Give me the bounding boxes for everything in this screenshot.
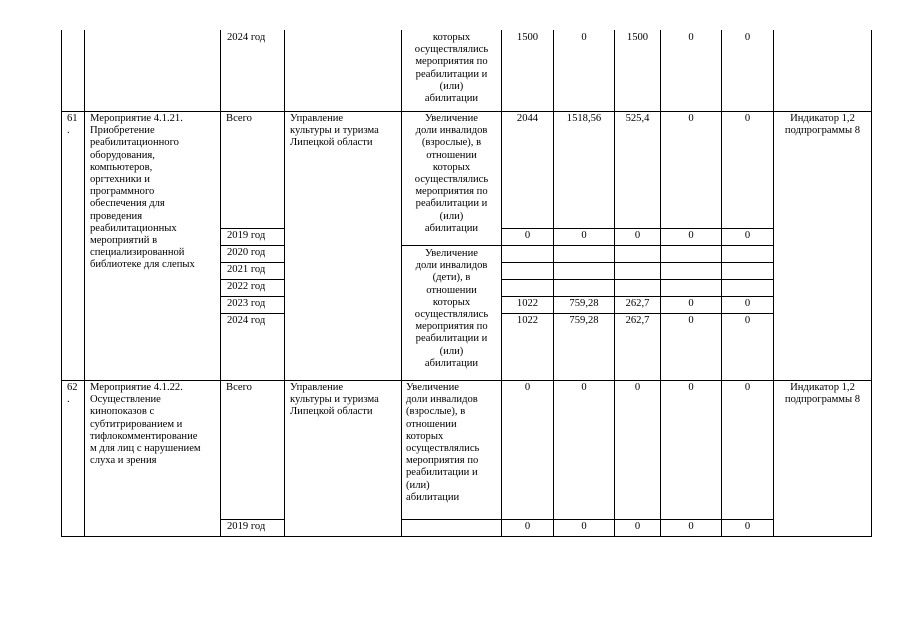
value-row-divider — [401, 519, 774, 520]
year-row-divider — [220, 296, 285, 297]
value-cell: 0 — [744, 382, 751, 393]
indicator-divider — [401, 245, 502, 246]
value-row-divider — [501, 313, 774, 314]
value-cell: 759,28 — [569, 298, 599, 309]
column-divider — [660, 30, 661, 536]
value-cell: 759,28 — [569, 315, 599, 326]
value-cell: 0 — [634, 230, 641, 241]
year-label: 2024 год — [227, 315, 266, 326]
value-cell: 2044 — [516, 113, 539, 124]
year-row-divider — [220, 279, 285, 280]
value-row-divider — [501, 296, 774, 297]
value-cell: 0 — [581, 382, 587, 393]
value-cell: 0 — [744, 113, 751, 124]
value-cell: 262,7 — [625, 315, 650, 326]
value-cell: 0 — [744, 315, 751, 326]
value-cell: 0 — [688, 521, 694, 532]
measure-name: Мероприятие 4.1.21. Приобретение реабилитационного оборудования, компьютеров, оргтехники и программного обеспечения для проведения реабилитационных мероприятий в специализированной библиотеке для слепых — [90, 113, 195, 271]
row-number: 61 . — [67, 113, 78, 137]
value-cell: 0 — [524, 230, 531, 241]
executor-text: Управление культуры и туризма Липецкой области — [290, 113, 379, 149]
value-cell: 0 — [634, 521, 641, 532]
total-label: Всего — [226, 113, 252, 124]
row-divider — [61, 111, 872, 112]
executor-text: Управление культуры и туризма Липецкой области — [290, 382, 379, 418]
year-row-divider — [220, 245, 285, 246]
value-cell: 262,7 — [625, 298, 650, 309]
value-cell: 0 — [744, 230, 751, 241]
total-label: Всего — [226, 382, 252, 393]
value-cell: 0 — [688, 315, 694, 326]
indicator-text: Увеличение доли инвалидов (взрослые), в отношении которых осуществлялись мероприятия по реабилитации и (или) абилитации — [414, 113, 489, 234]
value-row-divider — [501, 262, 774, 263]
value-cell: 0 — [581, 32, 587, 43]
year-row-divider — [220, 262, 285, 263]
value-cell: 0 — [581, 521, 587, 532]
value-cell: 0 — [688, 230, 694, 241]
year-row-divider — [220, 313, 285, 314]
target-indicator: Индикатор 1,2 подпрограммы 8 — [784, 382, 861, 406]
value-cell: 1500 — [626, 32, 649, 43]
year-label: 2022 год — [227, 281, 266, 292]
year-label: 2019 год — [227, 521, 266, 532]
value-cell: 1500 — [516, 32, 539, 43]
value-cell: 0 — [744, 32, 751, 43]
value-cell: 0 — [744, 521, 751, 532]
year-label: 2020 год — [227, 247, 266, 258]
value-cell: 0 — [581, 230, 587, 241]
year-label: 2021 год — [227, 264, 266, 275]
column-divider — [220, 30, 221, 536]
indicator-text: которых осуществлялись мероприятия по реабилитации и (или) абилитации — [414, 32, 489, 105]
value-cell: 0 — [688, 298, 694, 309]
value-row-divider — [501, 228, 774, 229]
year-label: 2019 год — [227, 230, 266, 241]
column-divider — [614, 30, 615, 536]
table-border-right — [871, 30, 872, 536]
value-cell: 0 — [688, 382, 694, 393]
value-row-divider — [501, 279, 774, 280]
column-divider — [84, 30, 85, 536]
value-cell: 1022 — [516, 315, 539, 326]
table-border-left — [61, 30, 62, 536]
value-cell: 0 — [634, 382, 641, 393]
value-cell: 1518,56 — [566, 113, 602, 124]
year-row-divider — [220, 519, 285, 520]
value-cell: 0 — [688, 32, 694, 43]
column-divider — [721, 30, 722, 536]
indicator-text: Увеличение доли инвалидов (взрослые), в отношении которых осуществлялись мероприятия по реабилитации и (или) абилитации — [406, 382, 480, 503]
value-cell: 0 — [524, 521, 531, 532]
column-divider — [553, 30, 554, 536]
value-cell: 0 — [524, 382, 531, 393]
year-row-divider — [220, 228, 285, 229]
value-cell: 0 — [688, 113, 694, 124]
value-cell: 525,4 — [625, 113, 650, 124]
column-divider — [773, 30, 774, 536]
row-divider — [61, 380, 872, 381]
year-label: 2023 год — [227, 298, 266, 309]
column-divider — [284, 30, 285, 536]
value-row-divider — [501, 245, 774, 246]
measure-name: Мероприятие 4.1.22. Осуществление кинопоказов с субтитрированием и тифлокомментирование м для лиц с нарушением слуха и зрения — [90, 382, 201, 467]
column-divider — [501, 30, 502, 536]
target-indicator: Индикатор 1,2 подпрограммы 8 — [784, 113, 861, 137]
value-cell: 1022 — [516, 298, 539, 309]
row-number: 62 . — [67, 382, 78, 406]
year-label: 2024 год — [227, 32, 266, 43]
value-cell: 0 — [744, 298, 751, 309]
table-border-bottom — [61, 536, 872, 537]
indicator-text: Увеличение доли инвалидов (дети), в отношении которых осуществлялись мероприятия по реабилитации и (или) абилитации — [414, 248, 489, 369]
